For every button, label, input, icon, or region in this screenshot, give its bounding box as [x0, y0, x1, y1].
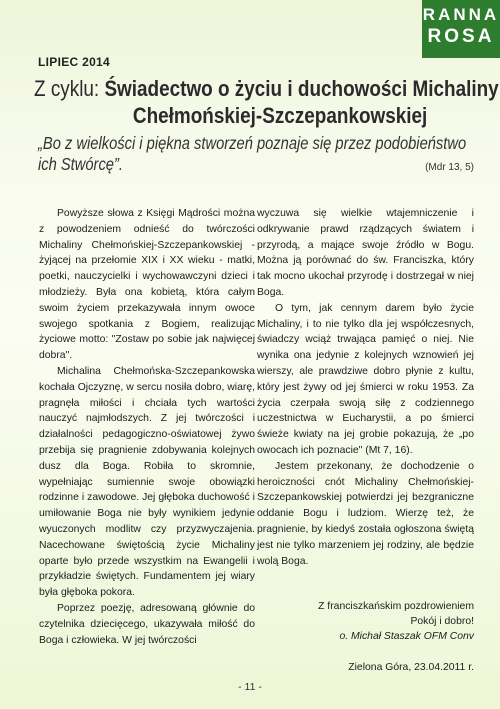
title-line-1: Świadectwo o życiu i duchowości Michaliny [104, 76, 499, 101]
paragraph: Powyższe słowa z Księgi Mądrości można z powodzeniem odnieść do twórczości Michaliny Chełmońskiej-Szczepankowskiej - żyjącej na przełomie XIX i XX wieku - matki, poetki, nauczycielki i wychowawczyni dzieci i młodzieży. Była ona kobietą, która całym swoim życiem przekazywała innym owoce swojego spotkania z Bogiem, realizując życiowe motto: "Zostaw po sobie jak najwięcej dobra". [39, 208, 255, 362]
quote-line-1: „Bo z wielkości i piękna stworzeń poznaje się przez podobieństwo [38, 133, 467, 153]
title-prefix: Z cyklu: [34, 76, 105, 101]
greeting-line-1: Z franciszkańskim pozdrowieniem [318, 601, 474, 612]
article-title [34, 75, 499, 129]
page-number: - 11 - [238, 681, 262, 693]
left-column [39, 206, 255, 648]
signature-greeting [257, 599, 474, 629]
paragraph: Michalina Chełmońska-Szczepankowska kochała Ojczyznę, w sercu nosiła dobro, wiarę, pragnęła miłości i chciała tych wartości nauczyć najmłodszych. Z jej twórczości i działalności pedagogiczno-oświatowej żywo przebija się pragnienie zdobywania kolejnych dusz dla Boga. Robiła to skromnie, wypełniając sumiennie swoje obowiązki rodzinne i zawodowe. Jej głęboka duchowość i umiłowanie Boga nie były wynikiem jedynie wyuczonych modlitw czy przyzwyczajenia. Nacechowane świętością życie Michaliny oparte było przede wszystkim na Ewangelii i przykładzie świętych. Fundamentem jej wiary była głęboka pokora. [39, 365, 255, 599]
logo-line-2: ROSA [427, 26, 495, 47]
signature-place-date: Zielona Góra, 23.04.2011 r. [348, 662, 474, 673]
quote-line-2: ich Stwórcę”. [38, 154, 123, 174]
magazine-logo [422, 0, 500, 58]
signature-author: o. Michał Staszak OFM Conv [339, 631, 474, 642]
paragraph: O tym, jak cennym darem było życie Michaliny, i to nie tylko dla jej współczesnych, świadczy wciąż trwająca pamięć o niej. Nie wynika ona jedynie z kolejnych wznowień jej wierszy, ale prawdziwe dobro płynie z kultu, który jest żywy od jej śmierci w roku 1953. Za życia czerpała swoją siłę z codziennego uczestnictwa w Eucharystii, a po śmierci świeże kwiaty na jej grobie pokazują, że „po owocach ich poznacie" (Mt 7, 16). [257, 302, 474, 456]
paragraph-continued: wyczuwa się wielkie wtajemniczenie i odkrywanie prawd rządzących światem i przyrodą, a mające swoje źródło w Bogu. Można ją porównać do św. Franciszka, który tak mocno ukochał przyrodę i dostrzegał w niej Boga. [257, 208, 474, 298]
right-column [257, 206, 474, 569]
quote-reference: (Mdr 13, 5) [425, 162, 474, 173]
logo-line-1: RANNA [422, 5, 500, 24]
paragraph: Poprzez poezję, adresowaną głównie do czytelnika dziecięcego, ukazywała miłość do Boga i człowieka. W jej twórczości [39, 602, 255, 646]
greeting-line-2: Pokój i dobro! [410, 616, 474, 627]
title-line-2: Chełmońskiej-Szczepankowskiej [132, 103, 428, 128]
paragraph: Jestem przekonany, że dochodzenie o heroiczności cnót Michaliny Chełmońskiej-Szczepankowskiej potwierdzi jej bezgraniczne oddanie Bogu i ludziom. Wierzę też, że pragnienie, by kiedyś została ogłoszona świętą jest nie tylko marzeniem jej rodziny, ale będzie wolą Boga. [257, 460, 474, 567]
issue-date: LIPIEC 2014 [38, 55, 111, 69]
